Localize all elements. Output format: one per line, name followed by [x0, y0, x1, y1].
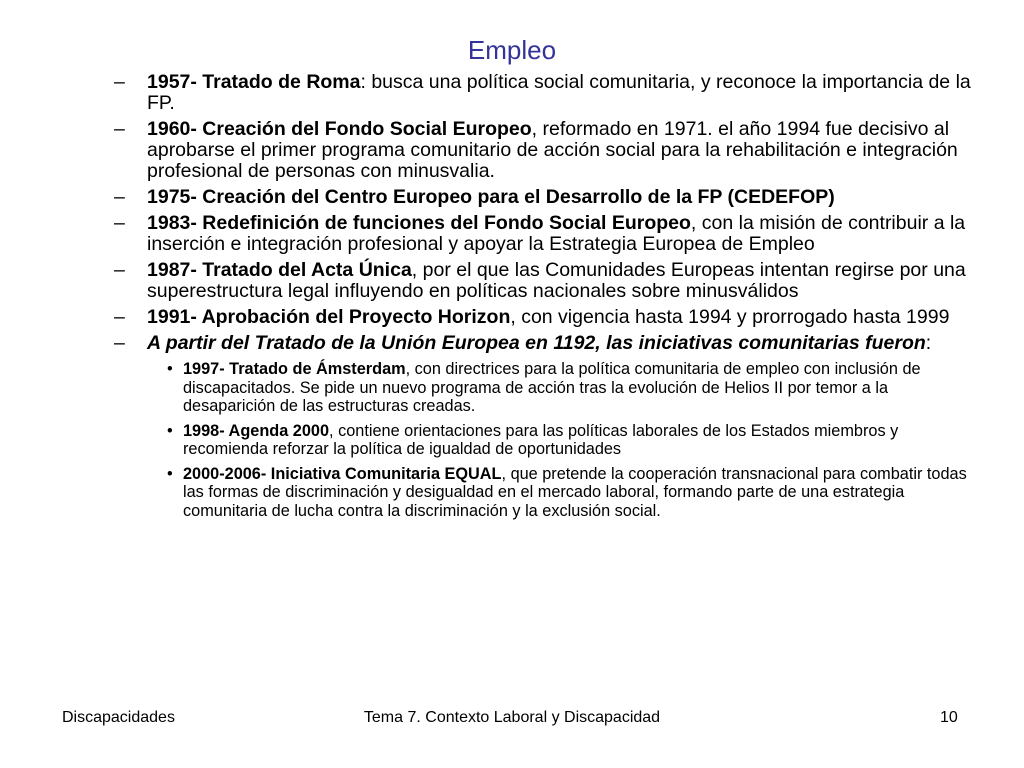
bullet-marker: • [167, 360, 173, 378]
sub-item-2000-2006 [155, 465, 972, 521]
list-item-1987 [112, 260, 972, 302]
dash-marker: – [114, 71, 125, 93]
dash-marker: – [114, 259, 125, 281]
sub-bullet-list [155, 360, 972, 520]
footer-topic: Tema 7. Contexto Laboral y Discapacidad [363, 709, 661, 726]
item-heading: 1975- Creación del Centro Europeo para el Desarrollo de la FP (CEDEFOP) [147, 186, 835, 208]
sub-item-heading: 1998- Agenda 2000 [183, 421, 330, 440]
item-text: : [925, 332, 932, 354]
item-heading: 1987- Tratado del Acta Única [147, 259, 412, 281]
item-heading: 1957- Tratado de Roma [147, 71, 361, 93]
bullet-marker: • [167, 421, 173, 440]
dash-marker: – [114, 306, 125, 328]
item-heading: 1991- Aprobación del Proyecto Horizon [147, 306, 511, 328]
dash-marker: – [114, 118, 125, 140]
item-text: , por el que las Comunidades Europeas intentan regirse por una superestructura legal influyendo en políticas nacionales sobre minusválidos [147, 259, 966, 302]
sub-item-heading: 1997- Tratado de Ámsterdam [183, 360, 406, 378]
item-text: , con vigencia hasta 1994 y prorrogado hasta 1999 [510, 306, 950, 328]
dash-marker: – [114, 186, 125, 208]
dash-marker: – [114, 212, 125, 234]
list-item-1960 [112, 119, 972, 182]
list-item-1991 [112, 307, 972, 328]
sub-item-heading: 2000-2006- Iniciativa Comunitaria EQUAL [183, 464, 502, 483]
dash-marker: – [114, 332, 125, 354]
page-number: 10 [940, 709, 958, 726]
item-text: : busca una política social comunitaria, y reconoce la importancia de la FP. [147, 71, 971, 114]
slide-title: Empleo [467, 35, 557, 65]
item-heading: 1983- Redefinición de funciones del Fondo Social Europeo [147, 212, 691, 234]
list-item-1983 [112, 213, 972, 255]
item-heading: A partir del Tratado de la Unión Europea en 1192, las iniciativas comunitarias fueron [147, 332, 926, 354]
bullet-marker: • [167, 464, 173, 483]
list-item-iniciativas [112, 333, 972, 520]
sub-item-text: , contiene orientaciones para las políticas laborales de los Estados miembros y recomienda reforzar la política de igualdad de oportunidades [183, 421, 899, 458]
list-item-1957 [112, 72, 972, 114]
main-bullet-list [112, 72, 972, 526]
item-text: , con la misión de contribuir a la inserción e integración profesional y apoyar la Estrategia Europea de Empleo [147, 212, 966, 255]
sub-item-1997 [155, 360, 972, 416]
footer-course: Discapacidades [62, 709, 175, 726]
sub-item-text: , con directrices para la política comunitaria de empleo con inclusión de discapacitados. Se pide un nuevo programa de acción tras la evolución de Helios II por temor a la desaparición de las estructuras creadas. [183, 360, 921, 415]
item-heading: 1960- Creación del Fondo Social Europeo [147, 118, 532, 140]
sub-item-1998 [155, 422, 972, 459]
sub-item-text: , que pretende la cooperación transnacional para combatir todas las formas de discriminación y desigualdad en el mercado laboral, formando parte de una estrategia comunitaria de lucha contra la discriminación y la exclusión social. [183, 464, 967, 520]
item-text: , reformado en 1971. el año 1994 fue decisivo al aprobarse el primer programa comunitario de acción social para la rehabilitación e integración profesional de personas con minusvalia. [147, 118, 958, 182]
list-item-1975 [112, 187, 972, 208]
